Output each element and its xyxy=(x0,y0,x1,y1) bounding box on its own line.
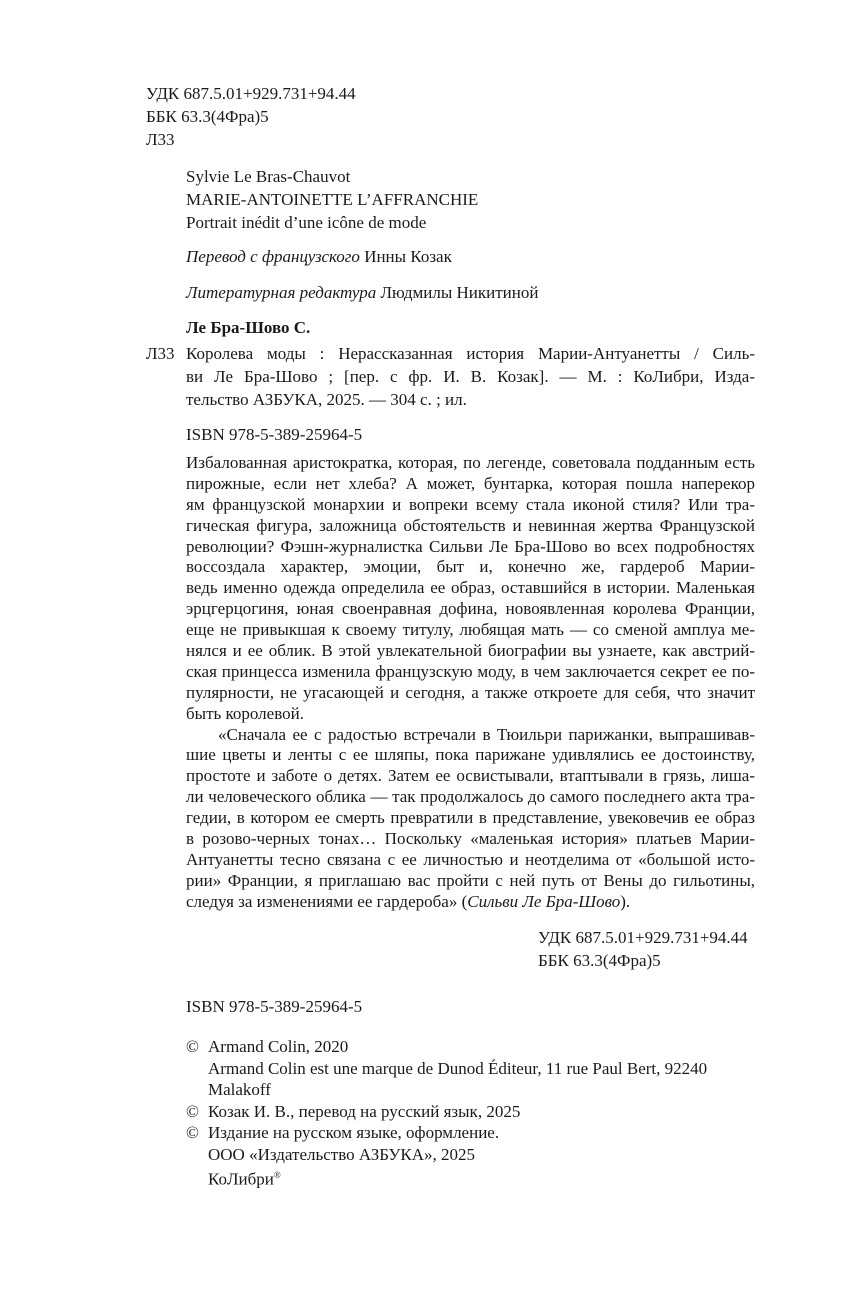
editor-credit xyxy=(186,281,538,304)
copyright-line: Malakoff xyxy=(208,1080,271,1099)
annotation-line: воссоздала характер, эмоции, быт и, конечно же, гардероб Марии- xyxy=(186,557,755,577)
annotation-line: революции? Фэшн-журналистка Сильви Ле Бра-Шово во всех подробностях xyxy=(186,536,755,556)
annotation-line: Антуанетты тесно связана с ее личностью и неотделима от «большой исто- xyxy=(186,849,755,869)
annotation-line: Избалованная аристократка, которая, по легенде, советовала подданным есть xyxy=(186,453,755,472)
annotation-line: пулярности, не угасающей и сегодня, а также откроете для себя, что значит xyxy=(186,682,755,702)
copyright-entry xyxy=(186,1036,707,1101)
copyright-line: Armand Colin est une marque de Dunod Éditeur, 11 rue Paul Bert, 92240 xyxy=(208,1058,708,1078)
translator: Инны Козак xyxy=(364,247,452,266)
annotation-line: гедии, в котором ее смерть превратили в представление, увековечив ее образ xyxy=(186,808,755,828)
footer-codes xyxy=(538,926,748,972)
annotation-line: рии» Франции, я приглашаю вас пройти с ней путь от Вены до гильотины, xyxy=(186,870,755,890)
catalog-isbn: ISBN 978-5-389-25964-5 xyxy=(186,425,363,444)
catalog-line: ви Ле Бра-Шово ; [пер. с фр. И. В. Козак]. — М. : КоЛибри, Изда- xyxy=(186,367,755,386)
original-title: MARIE-ANTOINETTE L’AFFRANCHIE xyxy=(186,190,479,209)
copyright-symbol: © xyxy=(186,1101,199,1121)
copyright-line: Armand Colin, 2020 xyxy=(208,1037,349,1056)
annotation-line: ям французской монархии и вопреки всему стала иконой стиля? Или тра- xyxy=(186,494,755,514)
catalog-heading xyxy=(186,316,310,339)
annotation-line: нялся и ее облик. В этой увлекательной биографии вы узнаете, как австрий- xyxy=(186,641,755,661)
translation-credit xyxy=(186,245,452,268)
catalog-line: тельство АЗБУКА, 2025. — 304 с. ; ил. xyxy=(186,390,467,409)
catalog-author: Ле Бра-Шово С. xyxy=(186,318,311,337)
copyright-block xyxy=(186,1036,707,1187)
annotation-line: эрцгерцогиня, юная своенравная дофина, новоявленная королева Франции, xyxy=(186,599,755,619)
copyright-line: Издание на русском языке, оформление. xyxy=(208,1123,500,1142)
editor-label: Литературная редактура xyxy=(186,283,377,302)
copyright-line: ООО «Издательство АЗБУКА», 2025 xyxy=(208,1144,476,1164)
quote-attribution: Сильви Ле Бра-Шово xyxy=(467,891,621,911)
author-mark: Л33 xyxy=(146,130,175,149)
footer-udk: УДК 687.5.01+929.731+94.44 xyxy=(538,928,748,947)
original-title-block xyxy=(186,165,478,234)
catalog-mark: Л33 xyxy=(146,344,175,363)
copyright-line: Козак И. В., перевод на русский язык, 2025 xyxy=(208,1101,521,1121)
annotation-line: следуя за изменениями ее гардероба» (Сильви Ле Бра-Шово). xyxy=(186,891,631,911)
catalog-description xyxy=(186,342,755,411)
annotation-line: быть королевой. xyxy=(186,703,304,723)
annotation-line: в розово-черных тонах… Поскольку «маленькая история» платьев Марии- xyxy=(186,829,755,849)
annotation-line: ведь именно одежда определила ее образ, оставшийся в истории. Маленькая xyxy=(186,578,755,598)
annotation-line: «Сначала ее с радостью встречали в Тюильри парижанки, выпрашивав- xyxy=(218,724,755,744)
annotation-line: шие цветы и ленты с ее шляпы, пока парижане удивлялись ее достоинству, xyxy=(186,745,755,765)
annotation xyxy=(186,453,755,913)
udk-code: УДК 687.5.01+929.731+94.44 xyxy=(146,84,356,103)
copyright-symbol: © xyxy=(186,1123,199,1142)
annotation-line: гическая фигура, заложница обстоятельств и невинная жертва Французской xyxy=(186,515,755,535)
annotation-line: простоте и заботе о детях. Затем ее освистывали, втаптывали в грязь, лиша- xyxy=(186,766,755,786)
annotation-line: еще не привыкшая к своему титулу, любящая мать — со сменой амплуа ме- xyxy=(186,620,755,640)
copyright-entry xyxy=(186,1101,707,1123)
copyright-symbol: © xyxy=(186,1037,199,1056)
annotation-line: ли человеческого облика — так продолжалось до самого последнего акта тра- xyxy=(186,787,755,807)
footer-bbk: ББК 63.3(4Фра)5 xyxy=(538,951,661,970)
original-author: Sylvie Le Bras-Chauvot xyxy=(186,167,351,186)
catalog-line: Королева моды : Нерассказанная история Марии-Антуанетты / Силь- xyxy=(186,344,755,363)
registered-mark: ® xyxy=(273,1170,281,1180)
publisher-imprint: КоЛибри xyxy=(208,1169,274,1189)
isbn: ISBN 978-5-389-25964-5 xyxy=(186,997,363,1016)
copyright-entry xyxy=(186,1122,707,1187)
bbk-code: ББК 63.3(4Фра)5 xyxy=(146,107,269,126)
annotation-line: ская принцесса изменила французскую моду, в чем заключается секрет ее по- xyxy=(186,661,755,681)
editor: Людмилы Никитиной xyxy=(380,283,539,302)
header-codes xyxy=(146,82,356,151)
copyright-line xyxy=(208,1165,499,1187)
translation-label: Перевод с французского xyxy=(186,247,360,266)
original-subtitle: Portrait inédit d’une icône de mode xyxy=(186,213,427,232)
annotation-line: пирожные, если нет хлеба? А может, бунтарка, которая пошла наперекор xyxy=(186,473,755,493)
